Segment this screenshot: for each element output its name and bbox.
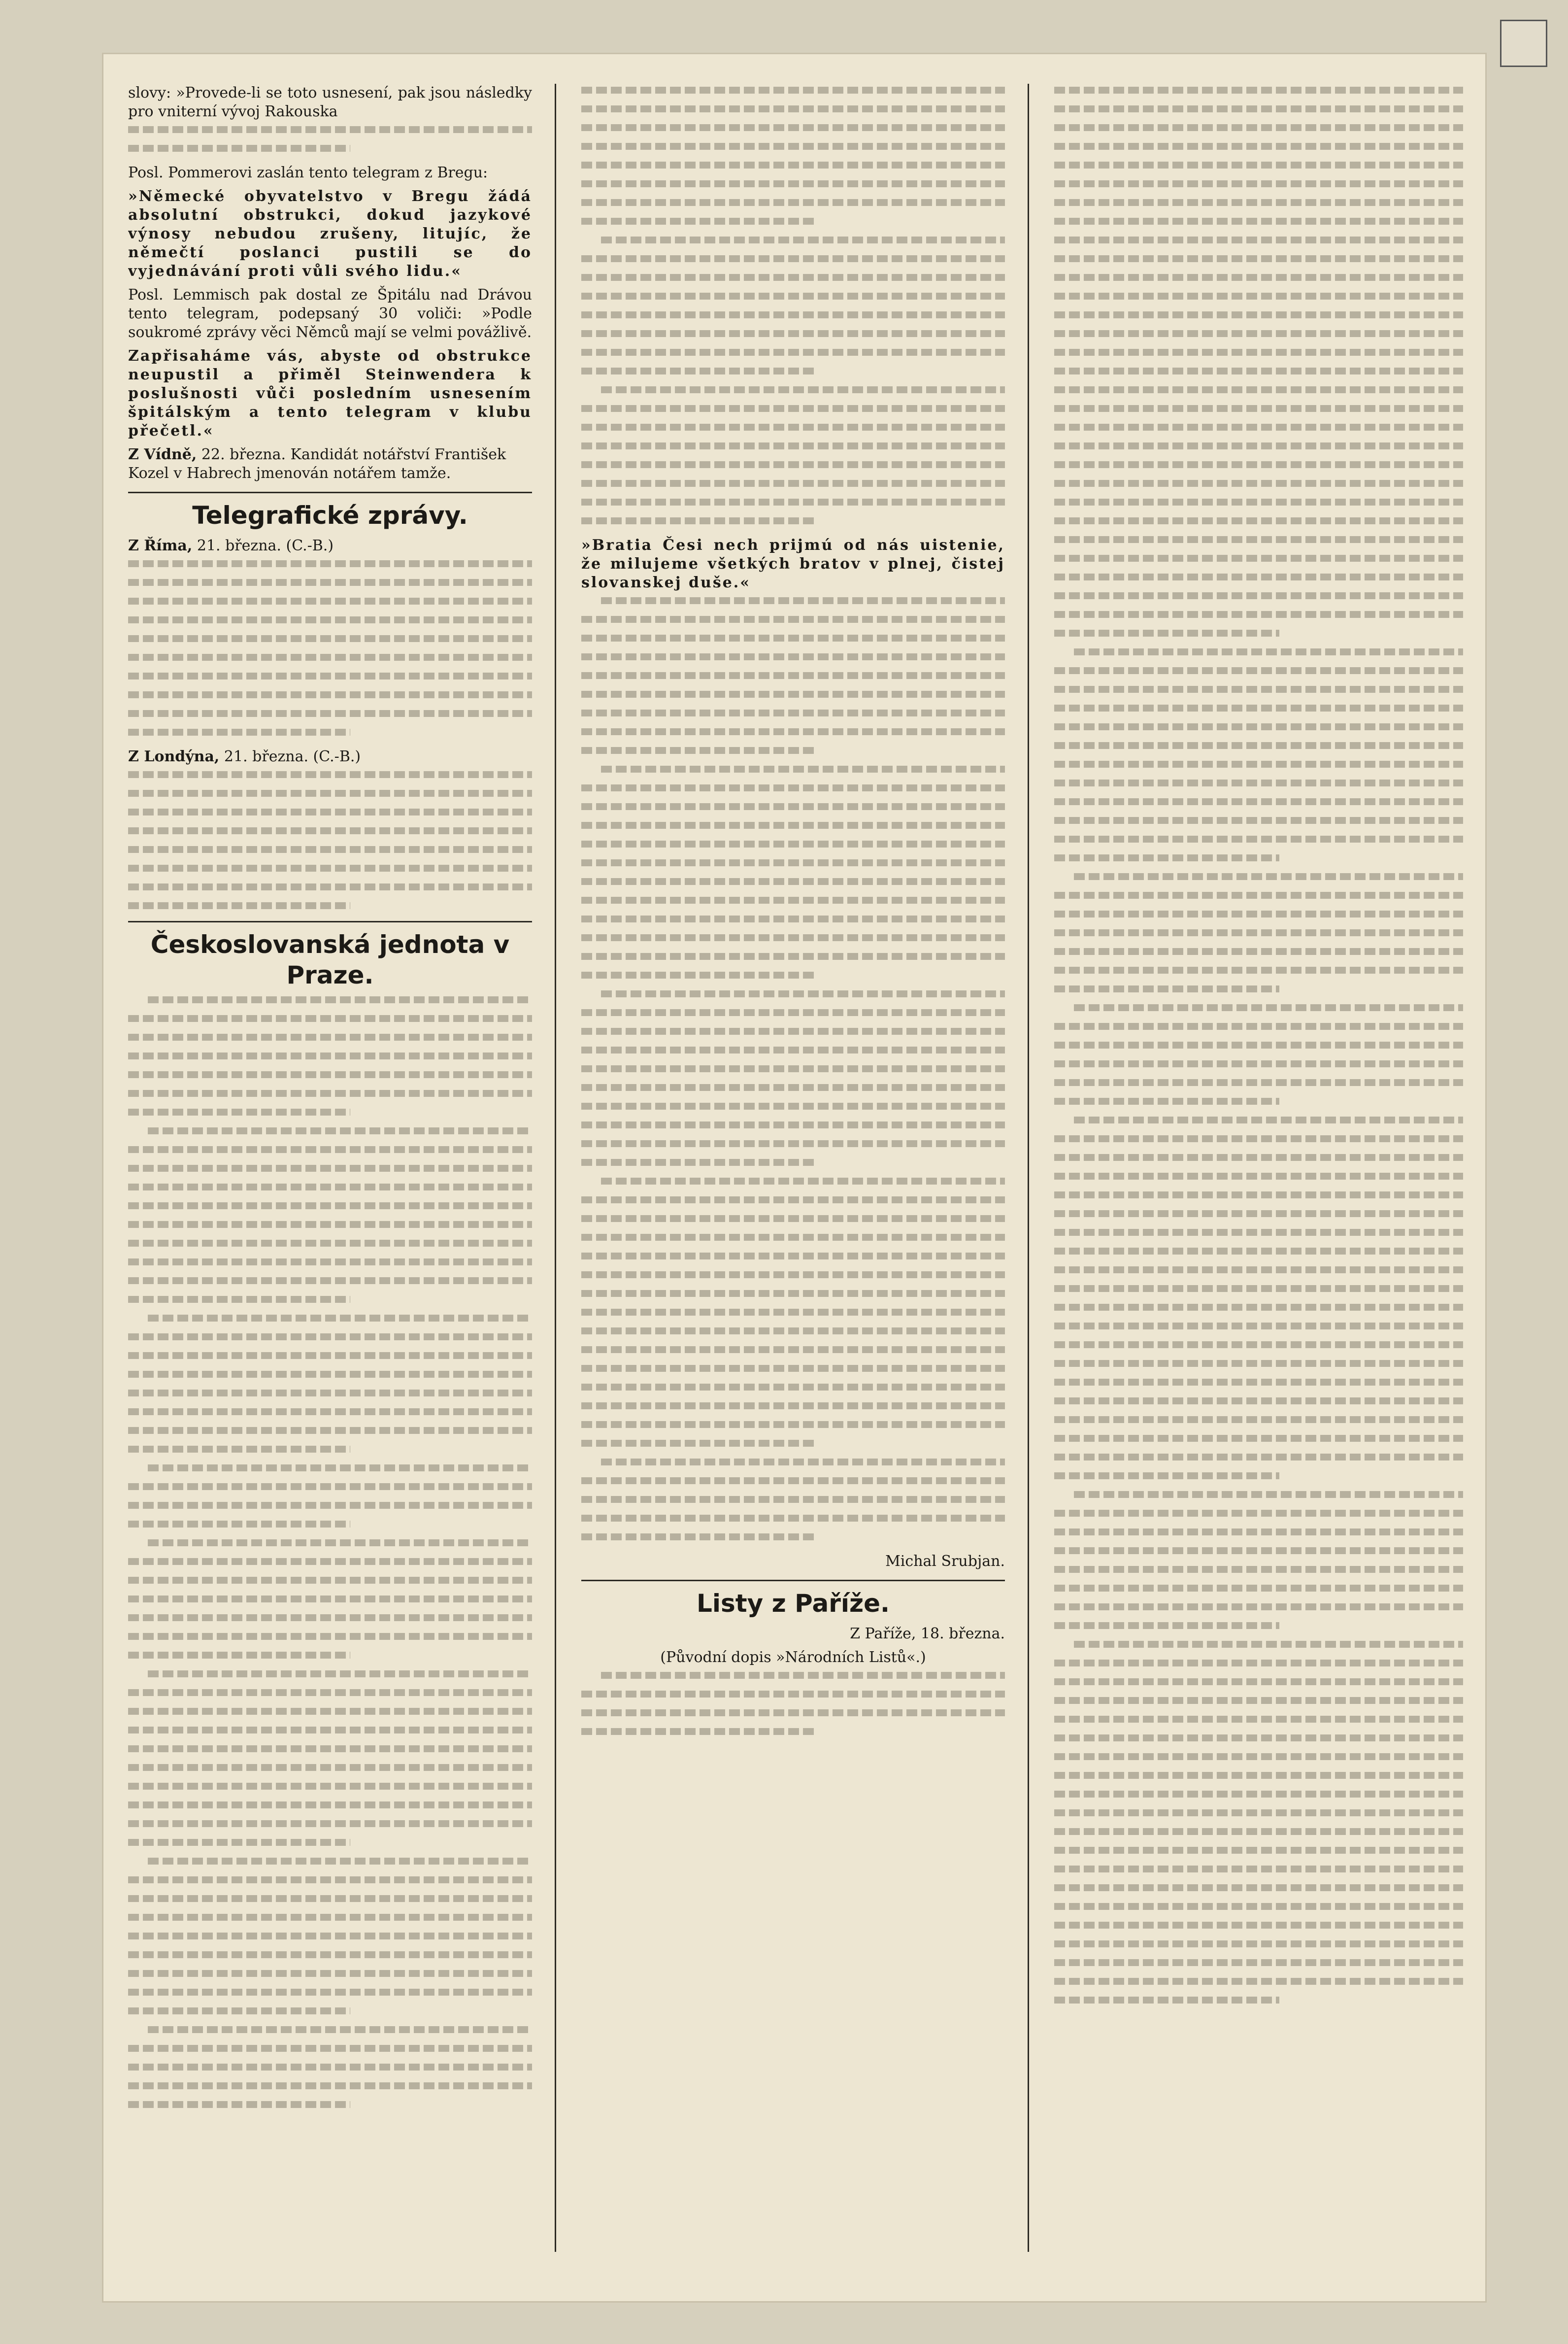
place: Z Vídně,	[128, 446, 197, 463]
column-middle	[581, 84, 1005, 2257]
place: Z Londýna,	[128, 748, 220, 765]
column-divider	[555, 84, 556, 2252]
telegram-quote: Zapřisaháme vás, abyste od obstrukce neupustil a přiměl Steinwendera k poslušnosti vůči posledním usnesením špitálským a tento telegram v klubu přečetl.«	[128, 347, 532, 440]
signature: Michal Srubjan.	[885, 1553, 1005, 1570]
text-placeholder	[128, 996, 532, 2108]
text-placeholder	[581, 597, 1005, 1540]
section-rule	[128, 921, 532, 922]
place: Z Říma,	[128, 537, 193, 554]
telegram-quote: »Německé obyvatelstvo v Bregu žádá absolutní obstrukci, dokud jazykové výnosy nebudou zrušeny, litujíc, že němečtí poslanci pustili se do vyjednávání proti vůli svého lidu.«	[128, 188, 532, 280]
text-placeholder	[581, 87, 1005, 524]
section-heading: Českoslovanská jednota v Praze.	[150, 930, 510, 989]
newspaper-page	[103, 54, 1485, 2301]
source-note: (Původní dopis »Národních Listů«.)	[660, 1649, 926, 1666]
section-rule	[128, 492, 532, 493]
quoted-letter: »Bratia Česi nech prijmú od nás uistenie, že milujeme všetkých bratov v plnej, čistej slovanskej duše.«	[581, 537, 1005, 591]
date: 21. března. (C.-B.)	[224, 748, 361, 765]
column-divider	[1028, 84, 1029, 2252]
column-right	[1054, 84, 1463, 2257]
dateline	[128, 445, 532, 483]
text-placeholder	[128, 126, 532, 152]
text-placeholder	[581, 1672, 1005, 1735]
scan-corner-mark	[1500, 20, 1547, 67]
article-paragraph: Posl. Lemmisch pak dostal ze Špitálu nad Drávou tento telegram, podepsaný 30 voliči: »Podle soukromé zprávy věci Němců mají se velmi povážlivě.	[128, 286, 532, 341]
dateline	[128, 537, 532, 555]
date: 22. března.	[201, 446, 286, 463]
article-paragraph: Posl. Pommerovi zaslán tento telegram z Bregu:	[128, 164, 488, 181]
section-heading: Telegrafické zprávy.	[192, 501, 468, 530]
text-placeholder	[1054, 87, 1463, 2004]
column-left	[128, 84, 532, 2257]
text-placeholder	[128, 771, 532, 909]
article-continuation: slovy: »Provede-li se toto usnesení, pak jsou následky pro vniterní vývoj Rakouska	[128, 84, 532, 120]
news-text: Kandidát notářství František Kozel v Habrech jmenován notářem tamže.	[128, 446, 506, 482]
section-heading: Listy z Paříže.	[696, 1589, 890, 1618]
date: 21. března. (C.-B.)	[197, 537, 334, 554]
dateline: Z Paříže, 18. března.	[850, 1625, 1005, 1642]
text-placeholder	[128, 560, 532, 736]
dateline	[128, 747, 532, 766]
section-rule	[581, 1580, 1005, 1581]
